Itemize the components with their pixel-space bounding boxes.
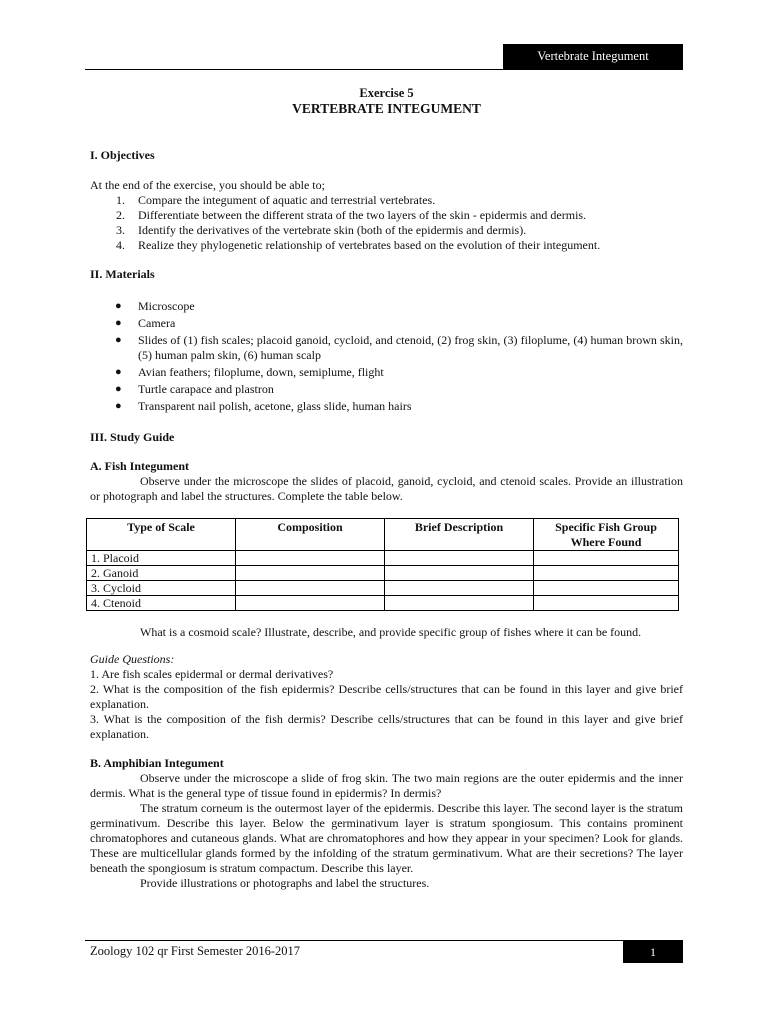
- bullet-icon: ●: [115, 300, 122, 312]
- page-content: [90, 86, 683, 891]
- col-group: Specific Fish Group Where Found: [534, 519, 679, 551]
- table-row: 4. Ctenoid: [87, 596, 679, 611]
- header-rule: [85, 69, 683, 70]
- scale-table: [86, 518, 679, 611]
- amphibian-heading: B. Amphibian Integument: [90, 756, 224, 770]
- objective-item: 3. Identify the derivatives of the vertebrate skin (both of the epidermis and dermis).: [116, 223, 527, 237]
- footer-course: Zoology 102 qr First Semester 2016-2017: [90, 944, 301, 958]
- page-title: VERTEBRATE INTEGUMENT: [292, 101, 481, 116]
- amphibian-paragraph: Observe under the microscope a slide of frog skin. The two main regions are the outer epidermis and the inner dermis. What is the general type of tissue found in epidermis? In dermis?: [90, 771, 683, 800]
- cosmoid-question: What is a cosmoid scale? Illustrate, describe, and provide specific group of fishes where it can be found.: [140, 625, 642, 639]
- objectives-intro: At the end of the exercise, you should be able to;: [90, 178, 325, 192]
- objectives-heading: I. Objectives: [90, 148, 155, 162]
- guide-questions-label: Guide Questions:: [90, 652, 175, 666]
- guide-question: 1. Are fish scales epidermal or dermal derivatives?: [90, 667, 334, 681]
- guide-question: 2. What is the composition of the fish epidermis? Describe cells/structures that can be found in this layer and give brief explanation.: [90, 682, 683, 711]
- col-description: Brief Description: [385, 519, 534, 551]
- col-type: Type of Scale: [87, 519, 236, 551]
- material-item: ● Slides of (1) fish scales; placoid ganoid, cycloid, and ctenoid, (2) frog skin, (3) filoplume, (4) human brown skin, (5) human palm skin, (6) human scalp: [115, 333, 683, 362]
- bullet-icon: ●: [115, 334, 122, 346]
- amphibian-paragraph: Provide illustrations or photographs and label the structures.: [140, 876, 430, 890]
- objective-item: 1. Compare the integument of aquatic and terrestrial vertebrates.: [116, 193, 436, 207]
- study-guide-heading: III. Study Guide: [90, 430, 175, 444]
- material-item: ● Camera: [115, 316, 176, 330]
- bullet-icon: ●: [115, 400, 122, 412]
- material-item: ● Transparent nail polish, acetone, glass slide, human hairs: [115, 399, 412, 413]
- guide-question: 3. What is the composition of the fish dermis? Describe cells/structures that can be found in this layer and give brief explanation.: [90, 712, 683, 741]
- table-row: 2. Ganoid: [87, 566, 679, 581]
- material-item: ● Microscope: [115, 299, 195, 313]
- materials-heading: II. Materials: [90, 267, 155, 281]
- amphibian-paragraph: The stratum corneum is the outermost layer of the epidermis. Describe this layer. The second layer is the stratum germinativum. Describe this layer. Below the germinativum layer is stratum spongiosum. This contains prominent chromatophores and cutaneous glands. What are chromatophores and how they appear in your specimen? Look for glands. These are multicellular glands formed by the infolding of the stratum germinativum. What are their secretions? The layer beneath the spongiosum is stratum compactum. Describe this layer.: [90, 801, 683, 875]
- fish-heading: A. Fish Integument: [90, 459, 190, 473]
- header-section-label: Vertebrate Integument: [503, 44, 683, 69]
- table-row: 3. Cycloid: [87, 581, 679, 596]
- materials-list: [90, 299, 683, 414]
- bullet-icon: ●: [115, 366, 122, 378]
- objectives-list: [90, 193, 683, 253]
- bullet-icon: ●: [115, 383, 122, 395]
- bullet-icon: ●: [115, 317, 122, 329]
- fish-intro: Observe under the microscope the slides of placoid, ganoid, cycloid, and ctenoid scales. Provide an illustration or photograph and label the structures. Complete the table below.: [90, 474, 683, 503]
- material-item: ● Turtle carapace and plastron: [115, 382, 274, 396]
- objective-item: 4. Realize they phylogenetic relationship of vertebrates based on the evolution of their integument.: [116, 238, 601, 252]
- objective-item: 2. Differentiate between the different strata of the two layers of the skin - epidermis and dermis.: [116, 208, 587, 222]
- exercise-number: Exercise 5: [359, 86, 414, 100]
- col-composition: Composition: [236, 519, 385, 551]
- material-item: ● Avian feathers; filoplume, down, semiplume, flight: [115, 365, 384, 379]
- table-row: 1. Placoid: [87, 551, 679, 566]
- page-number: 1: [623, 941, 683, 963]
- footer-rule: [85, 940, 683, 941]
